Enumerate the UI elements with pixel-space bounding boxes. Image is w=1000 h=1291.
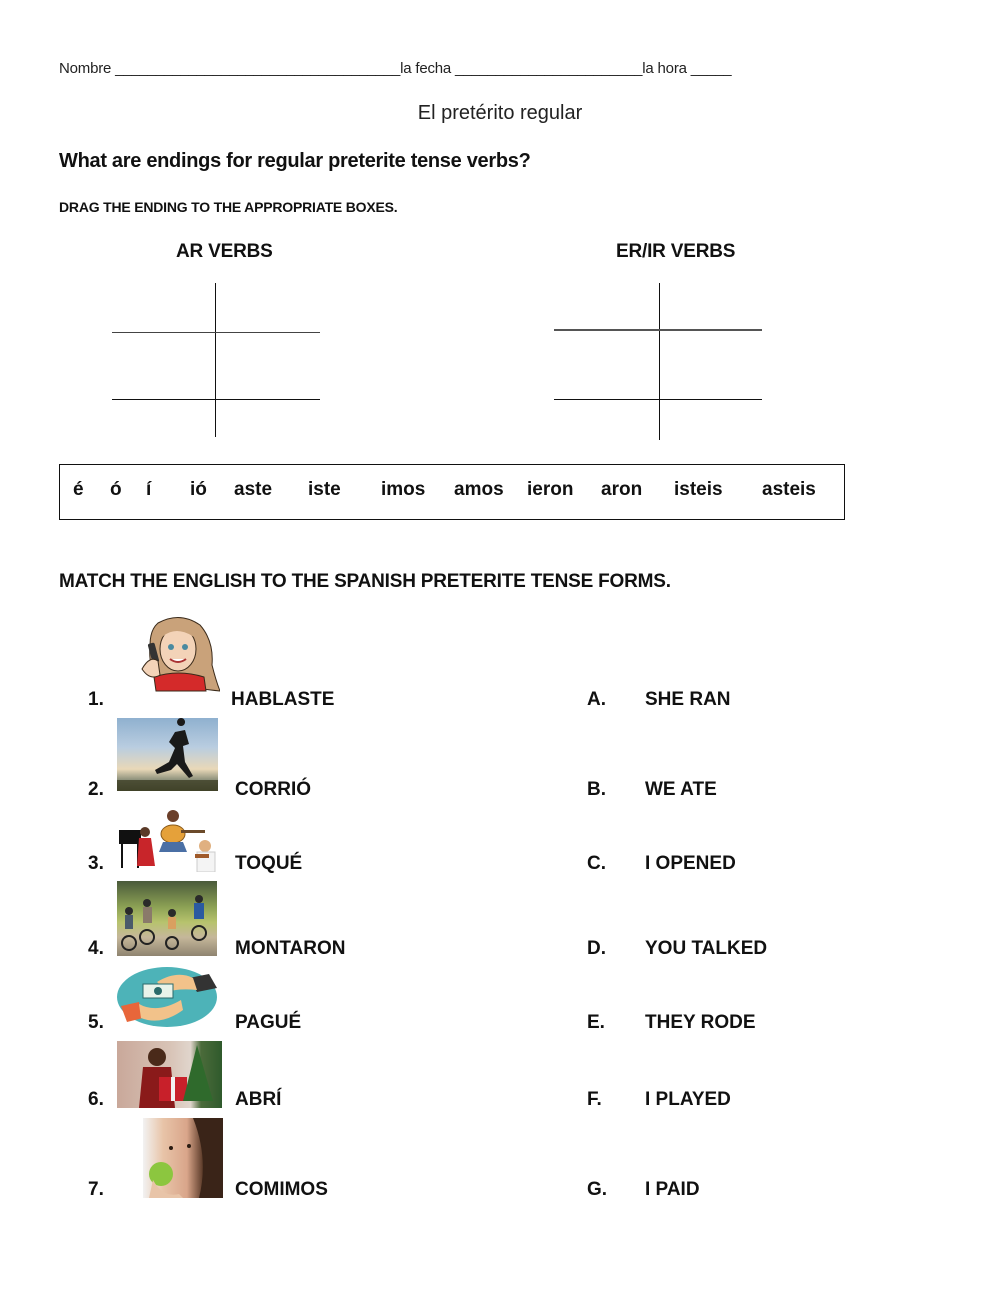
ending-chip-asteis[interactable]: asteis: [762, 479, 816, 500]
english-option-g[interactable]: I PAID: [645, 1179, 700, 1200]
date-blank[interactable]: _______________________: [455, 60, 643, 77]
name-label: Nombre: [59, 60, 112, 77]
ending-chip-iste[interactable]: iste: [308, 479, 341, 500]
english-option-d[interactable]: YOU TALKED: [645, 938, 768, 959]
woman-eating-apple-image: [143, 1118, 223, 1198]
student-info-line: [59, 60, 731, 77]
erir-drop-cell-yo[interactable]: [554, 283, 659, 329]
ar-drop-cell-nosotros[interactable]: [216, 283, 320, 332]
name-blank[interactable]: ___________________________________: [115, 60, 401, 77]
erir-drop-cell-ellos[interactable]: [660, 400, 762, 440]
spanish-verb-4[interactable]: MONTARON: [235, 938, 346, 959]
erir-drop-cell-el[interactable]: [554, 400, 659, 440]
option-letter-a: A.: [587, 689, 606, 710]
english-option-a[interactable]: SHE RAN: [645, 689, 731, 710]
english-option-b[interactable]: WE ATE: [645, 779, 717, 800]
option-letter-e: E.: [587, 1012, 605, 1033]
item-number-1: 1.: [88, 689, 104, 710]
option-letter-g: G.: [587, 1179, 608, 1200]
girl-opening-gift-image: [117, 1041, 222, 1108]
children-playing-instruments-image: [117, 808, 217, 872]
option-letter-b: B.: [587, 779, 606, 800]
endings-word-bank: [59, 464, 845, 520]
question-heading: What are endings for regular preterite tense verbs?: [59, 150, 531, 172]
erir-drop-cell-tu[interactable]: [554, 331, 659, 399]
ending-chip-imos[interactable]: imos: [381, 479, 426, 500]
ending-chip-amos[interactable]: amos: [454, 479, 504, 500]
hands-exchanging-money-image: [117, 966, 218, 1028]
ar-verbs-heading: AR VERBS: [176, 241, 273, 262]
item-number-2: 2.: [88, 779, 104, 800]
ending-chip-o[interactable]: ó: [110, 479, 122, 500]
ending-chip-aste[interactable]: aste: [234, 479, 273, 500]
english-option-e[interactable]: THEY RODE: [645, 1012, 756, 1033]
option-letter-d: D.: [587, 938, 606, 959]
ending-chip-e[interactable]: é: [73, 479, 84, 500]
spanish-verb-3[interactable]: TOQUÉ: [235, 853, 303, 874]
ending-chip-ieron[interactable]: ieron: [527, 479, 574, 500]
time-label: la hora: [642, 60, 687, 77]
match-heading: MATCH THE ENGLISH TO THE SPANISH PRETERITE TENSE FORMS.: [59, 571, 671, 592]
item-number-5: 5.: [88, 1012, 104, 1033]
spanish-verb-2[interactable]: CORRIÓ: [235, 779, 311, 800]
ar-endings-grid: [112, 283, 320, 437]
ending-chip-i[interactable]: í: [146, 479, 152, 500]
item-number-4: 4.: [88, 938, 104, 959]
erir-drop-cell-nosotros[interactable]: [660, 283, 762, 329]
erir-drop-cell-vosotros[interactable]: [660, 331, 762, 399]
ar-drop-cell-yo[interactable]: [112, 283, 215, 332]
english-option-c[interactable]: I OPENED: [645, 853, 736, 874]
ending-chip-io[interactable]: ió: [190, 479, 207, 500]
spanish-verb-1[interactable]: HABLASTE: [231, 689, 335, 710]
spanish-verb-7[interactable]: COMIMOS: [235, 1179, 328, 1200]
ending-chip-isteis[interactable]: isteis: [674, 479, 723, 500]
drag-instruction: DRAG THE ENDING TO THE APPROPRIATE BOXES.: [59, 199, 398, 215]
spanish-verb-5[interactable]: PAGUÉ: [235, 1012, 302, 1033]
item-number-6: 6.: [88, 1089, 104, 1110]
spanish-verb-6[interactable]: ABRÍ: [235, 1089, 282, 1110]
er-ir-verbs-heading: ER/IR VERBS: [616, 241, 736, 262]
girl-on-phone-image: [128, 615, 220, 695]
item-number-3: 3.: [88, 853, 104, 874]
ending-chip-aron[interactable]: aron: [601, 479, 643, 500]
date-label: la fecha: [400, 60, 452, 77]
er-ir-endings-grid: [554, 283, 762, 440]
page-title: El pretérito regular: [417, 102, 583, 124]
option-letter-c: C.: [587, 853, 606, 874]
ar-drop-cell-el[interactable]: [112, 400, 215, 437]
time-blank[interactable]: _____: [690, 60, 732, 77]
option-letter-f: F.: [587, 1089, 602, 1110]
family-riding-bikes-image: [117, 881, 217, 956]
english-option-f[interactable]: I PLAYED: [645, 1089, 731, 1110]
ar-drop-cell-vosotros[interactable]: [216, 333, 320, 399]
ar-drop-cell-tu[interactable]: [112, 333, 215, 399]
woman-running-image: [117, 718, 218, 791]
ar-drop-cell-ellos[interactable]: [216, 400, 320, 437]
item-number-7: 7.: [88, 1179, 104, 1200]
